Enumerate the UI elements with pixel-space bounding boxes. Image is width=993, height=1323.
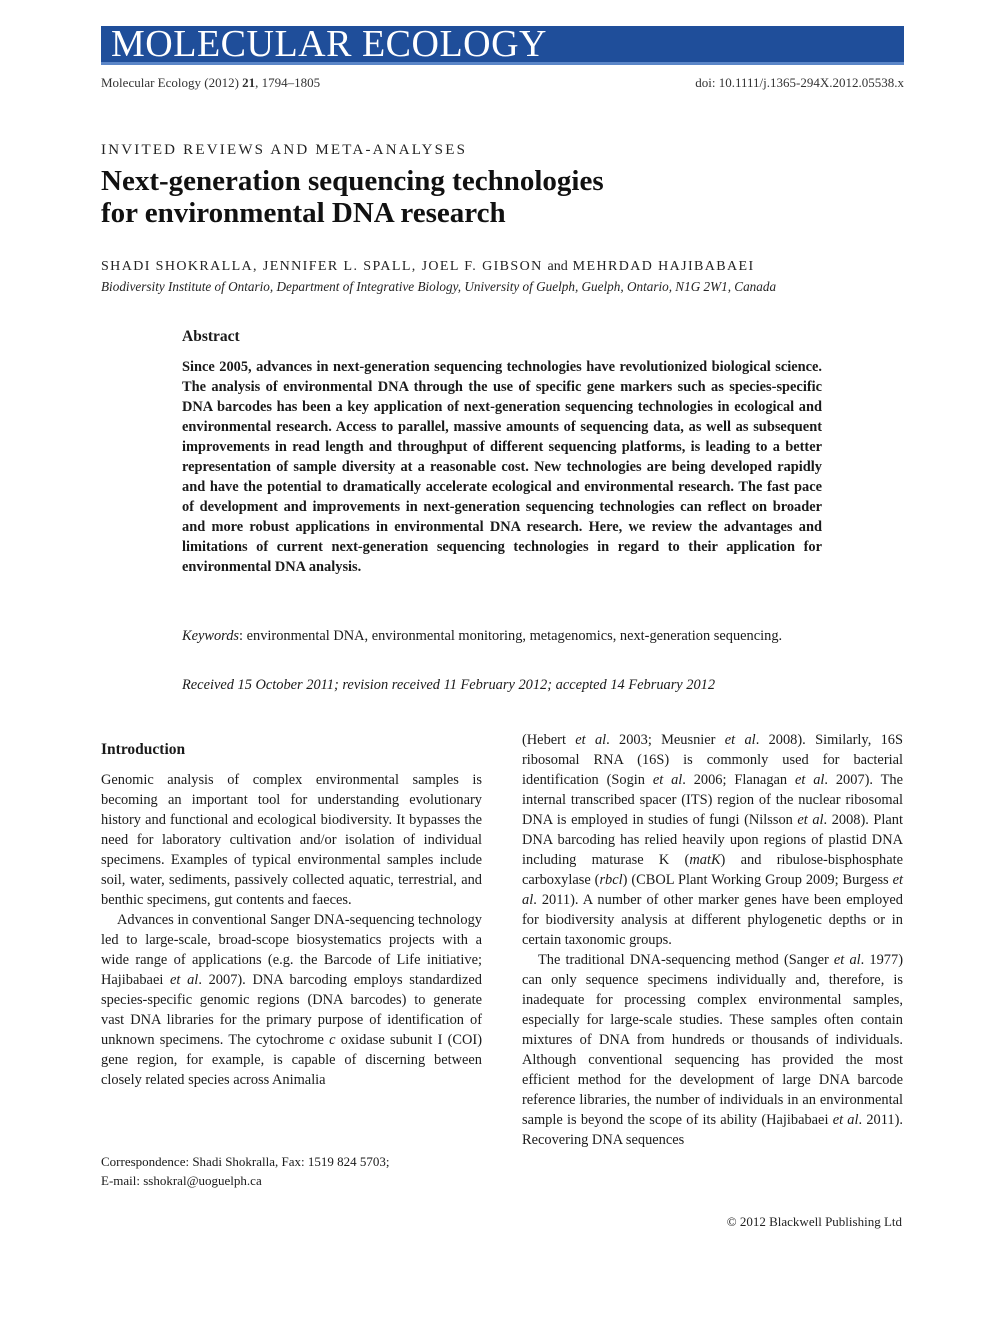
title-line-1: Next-generation sequencing technologies: [101, 165, 604, 197]
journal-banner: [101, 23, 904, 65]
article-title: [101, 165, 604, 229]
right-column: [522, 730, 903, 1150]
doi[interactable]: doi: 10.1111/j.1365-294X.2012.05538.x: [695, 75, 904, 90]
journal-name: MOLECULAR ECOLOGY: [111, 23, 547, 65]
paragraph: The traditional DNA-sequencing method (Sanger et al. 1977) can only sequence specimens individually and, therefore, is inadequate for processing complex environmental samples, especially for large-scale studies. These samples often contain mixtures of DNA from hundreds or thousands of individuals. Although conventional sequencing has provided the most efficient method for the development of large DNA barcode reference libraries, the number of individuals in an environmental sample is beyond the scope of its ability (Hajibabaei et al. 2011). Recovering DNA sequences: [522, 952, 903, 1148]
received-dates: Received 15 October 2011; revision received 11 February 2012; accepted 14 February 2012: [182, 677, 716, 693]
paragraph: Advances in conventional Sanger DNA-sequencing technology led to large-scale, broad-scope biosystematics projects with a wide range of applications (e.g. the Barcode of Life initiative; Hajibabaei et al. 2007). DNA barcoding employs standardized species-specific genomic regions (DNA barcodes) to generate vast DNA libraries for the primary purpose of identification of unknown specimens. The cytochrome c oxidase subunit I (COI) gene region, for example, is capable of discerning between closely related species across Animalia: [101, 912, 482, 1088]
paragraph: (Hebert et al. 2003; Meusnier et al. 2008). Similarly, 16S ribosomal RNA (16S) is commonly used for bacterial identification (Sogin et al. 2006; Flanagan et al. 2007). The internal transcribed spacer (ITS) region of the nuclear ribosomal DNA is employed in studies of fungi (Nilsson et al. 2008). Plant DNA barcoding has relied heavily upon regions of plastid DNA including maturase K (matK) and ribulose-bisphosphate carboxylase (rbcl) (CBOL Plant Working Group 2009; Burgess et al. 2011). A number of other marker genes have been employed for biodiversity analysis at different phylogenetic depths or in certain taxonomic groups.: [522, 732, 903, 948]
correspondence: [101, 1152, 482, 1190]
citation: Molecular Ecology (2012) 21, 1794–1805: [101, 75, 321, 90]
left-column: [101, 740, 482, 1090]
correspondence-line: Correspondence: Shadi Shokralla, Fax: 1519 824 5703;: [101, 1154, 390, 1169]
paragraph: Genomic analysis of complex environmental samples is becoming an important tool for understanding evolutionary history and functional and ecological biodiversity. It bypasses the need for laboratory cultivation and/or isolation of individual specimens. Examples of typical environmental samples include soil, water, sediments, passively collected aquatic, terrestrial, and benthic specimens, gut contents and faeces.: [101, 772, 482, 908]
keywords: Keywords: environmental DNA, environmental monitoring, metagenomics, next-generation sequencing.: [182, 628, 783, 644]
abstract-text: Since 2005, advances in next-generation sequencing technologies have revolutionized biological science. The analysis of environmental DNA through the use of specific gene markers such as species-specific DNA barcodes has been a key application of next-generation sequencing technologies in ecological and environmental research. Access to parallel, massive amounts of sequencing data, as well as subsequent improvements in read length and throughput of different sequencing platforms, is leading to a better representation of sample diversity at a reasonable cost. New technologies are being developed rapidly and have the potential to dramatically accelerate ecological and environmental research. The fast pace of development and improvements in next-generation sequencing technologies can reflect on broader and more robust applications in environmental DNA research. Here, we review the advantages and limitations of current next-generation sequencing technologies in regard to their application for environmental DNA analysis.: [182, 359, 822, 575]
section-label: INVITED REVIEWS AND META-ANALYSES: [101, 142, 468, 158]
section-heading-introduction: Introduction: [101, 741, 186, 758]
abstract-heading: Abstract: [182, 328, 240, 345]
affiliation: Biodiversity Institute of Ontario, Department of Integrative Biology, University of Guelph, Guelph, Ontario, N1G 2W1, Canada: [101, 279, 777, 294]
author-list: SHADI SHOKRALLA, JENNIFER L. SPALL, JOEL F. GIBSON and MEHRDAD HAJIBABAEI: [101, 259, 755, 274]
copyright: © 2012 Blackwell Publishing Ltd: [726, 1214, 902, 1229]
correspondence-email[interactable]: E-mail: sshokral@uoguelph.ca: [101, 1173, 262, 1188]
title-line-2: for environmental DNA research: [101, 197, 506, 229]
